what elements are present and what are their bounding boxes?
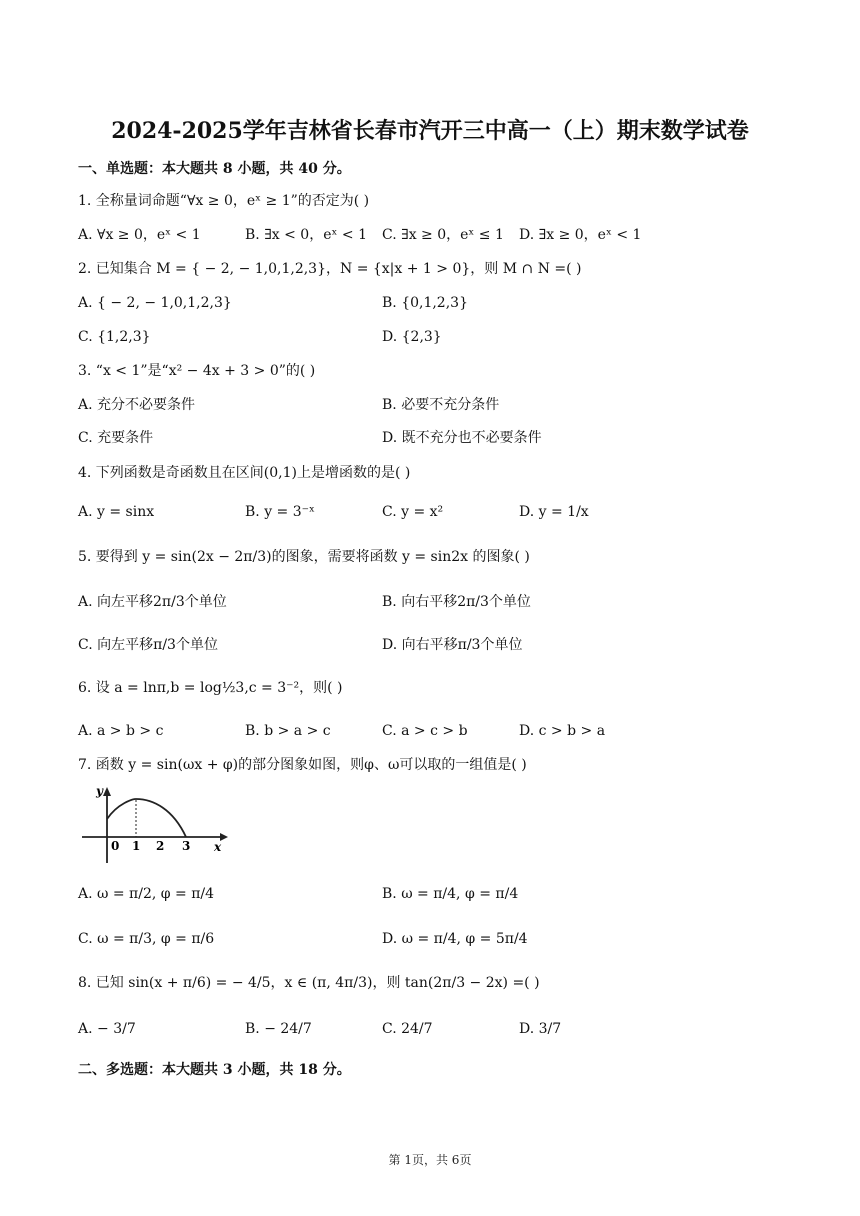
q3-option-d: D. 既不充分也不必要条件 — [382, 430, 542, 446]
sine-curve — [107, 799, 186, 837]
q3-option-b: B. 必要不充分条件 — [382, 397, 500, 413]
q1-stem: 1. 全称量词命题“∀x ≥ 0，eˣ ≥ 1”的否定为( ) — [78, 193, 370, 209]
page-title: 2024-2025学年吉林省长春市汽开三中高一（上）期末数学试卷 — [111, 118, 749, 144]
q6-stem: 6. 设 a = lnπ,b = log½3,c = 3⁻²，则( ) — [78, 680, 343, 696]
x-axis-arrow — [220, 833, 228, 841]
section-heading-1: 一、单选题：本大题共 8 小题，共 40 分。 — [78, 161, 351, 177]
q4-option-c: C. y = x² — [382, 504, 444, 520]
graph-tick-2: 2 — [156, 839, 165, 853]
q7-graph-figure — [78, 783, 238, 868]
q5-option-c: C. 向左平移π/3个单位 — [78, 637, 218, 653]
q8-option-d: D. 3/7 — [519, 1021, 562, 1037]
graph-y-label: y — [96, 784, 103, 798]
y-axis-arrow — [103, 787, 111, 796]
q5-option-d: D. 向右平移π/3个单位 — [382, 637, 523, 653]
graph-origin-label: 0 — [111, 839, 120, 853]
q4-stem: 4. 下列函数是奇函数且在区间(0,1)上是增函数的是( ) — [78, 465, 411, 481]
graph-x-label: x — [214, 840, 222, 854]
q3-option-a: A. 充分不必要条件 — [78, 397, 196, 413]
q6-option-a: A. a > b > c — [78, 723, 164, 739]
q6-option-c: C. a > c > b — [382, 723, 468, 739]
q3-stem: 3. “x < 1”是“x² − 4x + 3 > 0”的( ) — [78, 363, 316, 379]
q7-option-b: B. ω = π/4, φ = π/4 — [382, 886, 519, 902]
q2-option-c: C. {1,2,3} — [78, 329, 151, 345]
q1-option-a: A. ∀x ≥ 0，eˣ < 1 — [78, 227, 201, 243]
page-footer: 第 1页，共 6页 — [388, 1153, 472, 1167]
q6-option-b: B. b > a > c — [245, 723, 331, 739]
q7-stem: 7. 函数 y = sin(ωx + φ)的部分图象如图，则φ、ω可以取的一组值是( ) — [78, 757, 527, 773]
q2-stem: 2. 已知集合 M = { − 2, − 1,0,1,2,3}，N = {x|x + 1 > 0}，则 M ∩ N =( ) — [78, 261, 582, 277]
q3-option-c: C. 充要条件 — [78, 430, 154, 446]
q7-option-d: D. ω = π/4, φ = 5π/4 — [382, 931, 528, 947]
q2-option-b: B. {0,1,2,3} — [382, 295, 468, 311]
q2-option-a: A. { − 2, − 1,0,1,2,3} — [78, 295, 232, 311]
q4-option-b: B. y = 3⁻ˣ — [245, 504, 315, 520]
q7-option-c: C. ω = π/3, φ = π/6 — [78, 931, 215, 947]
q2-option-d: D. {2,3} — [382, 329, 442, 345]
q7-option-a: A. ω = π/2, φ = π/4 — [78, 886, 215, 902]
q8-option-c: C. 24/7 — [382, 1021, 433, 1037]
q1-option-d: D. ∃x ≥ 0，eˣ < 1 — [519, 227, 642, 243]
q5-stem: 5. 要得到 y = sin(2x − 2π/3)的图象，需要将函数 y = sin2x 的图象( ) — [78, 549, 530, 565]
q4-option-d: D. y = 1/x — [519, 504, 589, 520]
q8-stem: 8. 已知 sin(x + π/6) = − 4/5，x ∈ (π, 4π/3)，则 tan(2π/3 − 2x) =( ) — [78, 975, 540, 991]
q1-option-c: C. ∃x ≥ 0，eˣ ≤ 1 — [382, 227, 504, 243]
section-heading-2: 二、多选题：本大题共 3 小题，共 18 分。 — [78, 1062, 351, 1078]
q5-option-b: B. 向右平移2π/3个单位 — [382, 594, 531, 610]
q8-option-b: B. − 24/7 — [245, 1021, 312, 1037]
q1-option-b: B. ∃x < 0，eˣ < 1 — [245, 227, 367, 243]
q4-option-a: A. y = sinx — [78, 504, 155, 520]
q6-option-d: D. c > b > a — [519, 723, 606, 739]
q8-option-a: A. − 3/7 — [78, 1021, 136, 1037]
graph-tick-3: 3 — [182, 839, 191, 853]
graph-tick-1: 1 — [132, 839, 141, 853]
q5-option-a: A. 向左平移2π/3个单位 — [78, 594, 227, 610]
